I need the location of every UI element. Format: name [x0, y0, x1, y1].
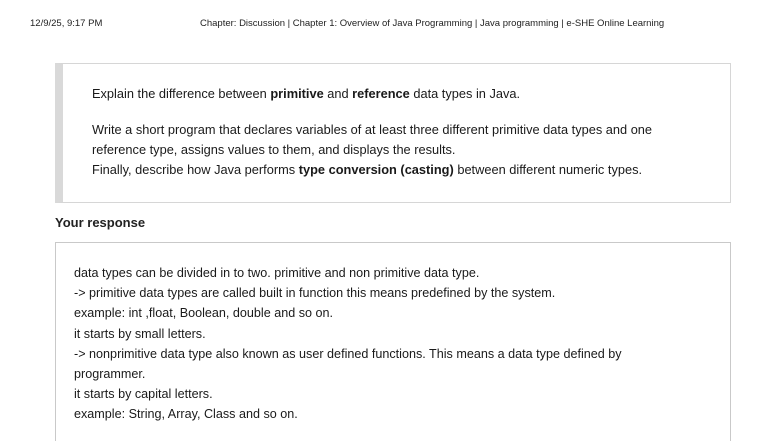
- prompt-bold-casting: type conversion (casting): [298, 162, 454, 177]
- discussion-prompt: [55, 63, 731, 203]
- prompt-bold-primitive: primitive: [270, 86, 324, 101]
- prompt-text: reference type, assigns values to them, and displays the results.: [92, 142, 456, 157]
- response-line: programmer.: [74, 367, 146, 382]
- prompt-paragraph-3: [92, 160, 710, 180]
- prompt-paragraph-1: [92, 84, 710, 104]
- response-line: -> nonprimitive data type also known as user defined functions. This means a data type defined by: [74, 346, 622, 361]
- prompt-paragraph-2: [92, 120, 710, 160]
- prompt-text: and: [323, 86, 353, 101]
- print-header: [30, 18, 754, 32]
- response-line: -> primitive data types are called built in function this means predefined by the system.: [74, 286, 556, 301]
- response-line: example: String, Array, Class and so on.: [74, 407, 298, 422]
- response-line: data types can be divided in to two. primitive and non primitive data type.: [74, 266, 480, 280]
- paragraph-gap: [92, 104, 710, 120]
- response-line: example: int ,float, Boolean, double and so on.: [74, 306, 334, 321]
- response-line: it starts by small letters.: [74, 326, 206, 341]
- prompt-text: Explain the difference between: [92, 86, 271, 101]
- response-label: Your response: [55, 215, 146, 230]
- print-title: Chapter: Discussion | Chapter 1: Overview of Java Programming | Java programming | e-SHE Online Learning: [200, 18, 665, 29]
- response-text-area[interactable]: [55, 242, 731, 441]
- prompt-text: Write a short program that declares variables of at least three different primitive data types and one: [92, 122, 653, 137]
- prompt-text: data types in Java.: [409, 86, 521, 101]
- print-date: 12/9/25, 9:17 PM: [30, 18, 103, 29]
- prompt-text: Finally, describe how Java performs: [92, 162, 299, 177]
- prompt-text: between different numeric types.: [453, 162, 643, 177]
- response-line: it starts by capital letters.: [74, 387, 213, 402]
- prompt-bold-reference: reference: [352, 86, 410, 101]
